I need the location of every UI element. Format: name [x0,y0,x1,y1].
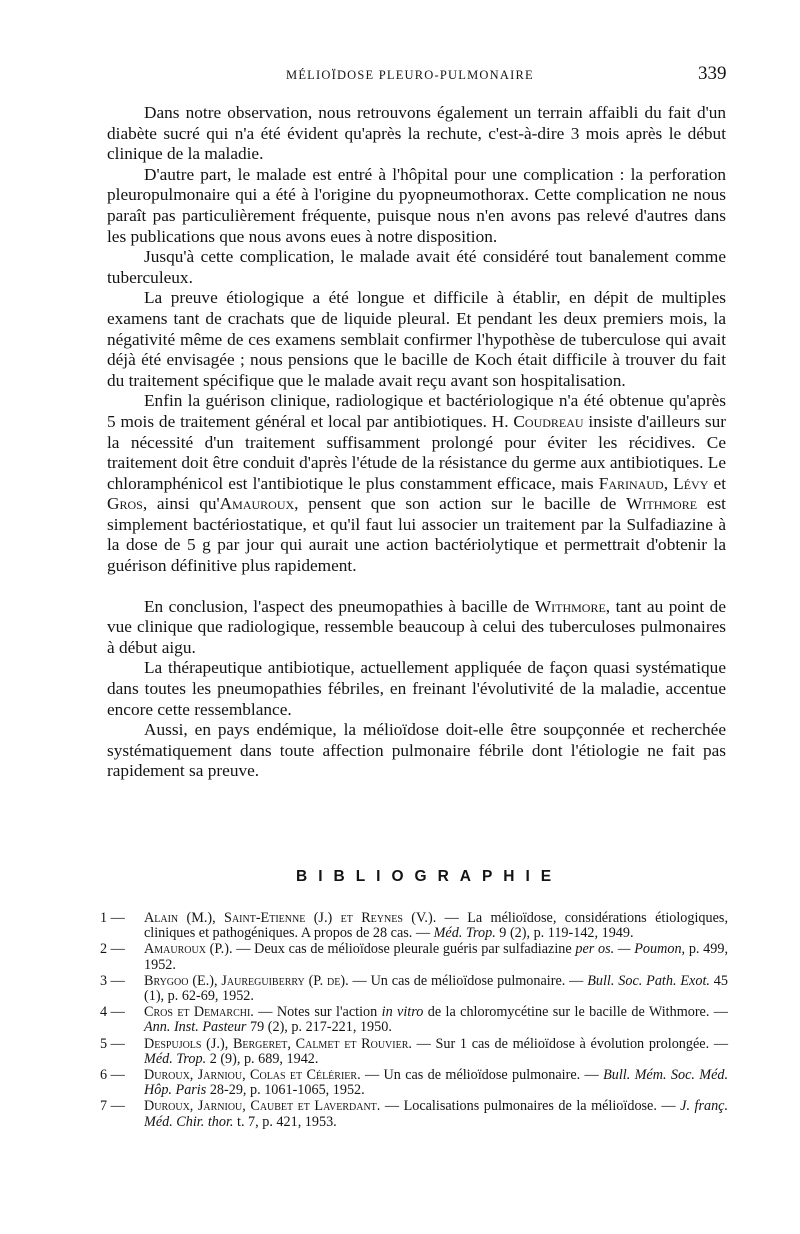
reference-text [144,974,728,1004]
bacillus-name: Withmore [626,494,698,514]
reference-authors: Despujols (J.), Bergeret, Calmet et Rouvier. [144,1035,412,1052]
reference-item [100,942,728,972]
reference-journal: Bull. Mém. Soc. Méd. Hôp. Paris [144,1067,729,1099]
reference-details: 9 (2), p. 119-142, 1949. [495,925,634,942]
text-run: , pensent que son action sur le bacille de [294,494,627,514]
reference-journal: J. franç. Méd. Chir. thor. [144,1098,729,1130]
reference-journal: Ann. Inst. Pasteur [144,1019,247,1036]
text-run: insiste d'ailleurs sur la nécessité d'un traitement suffisamment prolongé pour éviter les récidives. Ce traitement doit être conduit d'après l'étude de la résistance du germe aux antibiotiques. Le chloramphénicol est l'antibiotique le plus constamment efficace, mais [107,411,726,493]
paragraph: D'autre part, le malade est entré à l'hôpital pour une complication : la perforation pleuropulmonaire qui a été à l'origine du pyopneumothorax. Cette complication ne nous paraît pas particulièrement fréquente, puisque nous n'en avons pas relevé d'autres dans les publications que nous avons eues à notre disposition. [107,164,726,246]
bibliography-list [100,911,728,1131]
reference-title: — Localisations pulmonaires de la mélioïdose. — [380,1098,681,1115]
text-run: , tant au point de vue clinique que radiologique, ressemble beaucoup à celui des tuberculoses pulmonaires à début aigu. [107,596,726,657]
author-name: Farinaud [598,473,664,493]
reference-details: 2 (9), p. 689, 1942. [206,1050,319,1067]
reference-title: — Un cas de mélioïdose pulmonaire. — [360,1067,604,1084]
reference-item [100,1099,728,1129]
reference-number: 6 — [100,1067,125,1084]
text-run: est simplement bactériostatique, et qu'il faut lui associer un traitement par la Sulfadiazine à la dose de 5 g par jour qui aurait une action bactériolytique et permettrait d'obtenir la guérison définitive plus rapidement. [107,494,726,576]
text-run: et [708,473,727,493]
reference-title: — Deux cas de mélioïdose pleurale guéris par sulfadiazine [232,941,576,958]
reference-authors: Alain (M.), Saint-Etienne (J.) et Reynes (V.). [144,910,437,926]
reference-details: 45 (1), p. 62-69, 1952. [144,972,728,1005]
reference-emphasis: in vitro [381,1004,424,1021]
reference-details: 79 (2), p. 217-221, 1950. [246,1019,392,1036]
reference-item [100,1068,728,1098]
author-name: Coudreau [513,411,584,431]
reference-number: 5 — [100,1035,125,1052]
reference-details: 28-29, p. 1061-1065, 1952. [206,1082,365,1099]
text-run: , [663,473,674,493]
reference-title: — Notes sur l'action [253,1004,382,1021]
reference-title: — Sur 1 cas de mélioïdose à évolution prolongée. — [411,1035,729,1052]
reference-title: de la chloromycétine sur le bacille de Withmore. — [423,1004,728,1021]
bibliography-heading: BIBLIOGRAPHIE [296,868,563,885]
page-number: 339 [698,63,727,84]
reference-details: t. 7, p. 421, 1953. [233,1113,337,1130]
paragraph: Aussi, en pays endémique, la mélioïdose doit-elle être soupçonnée et recherchée systématiquement dans toute affection pulmonaire fébrile dont l'étiologie ne fait pas rapidement sa preuve. [107,720,726,781]
paragraph: La preuve étiologique a été longue et difficile à établir, en dépit de multiples examens tant de crachats que de liquide pleural. Et pendant les deux premiers mois, la négativité même de ces examens semblait confirmer l'hypothèse de tuberculose qui avait déjà été envisagée ; nous pensions que le bacille de Koch était difficile à trouver du fait du traitement spécifique que le malade avait reçu avant son hospitalisation. [107,288,726,390]
reference-number: 1 — [100,910,125,926]
reference-journal: Bull. Soc. Path. Exot. [587,972,710,989]
author-name: Amauroux [219,494,295,514]
text-run: , ainsi qu' [142,494,220,514]
bacillus-name: Withmore [534,596,606,616]
reference-authors: Duroux, Jarniou, Colas et Célérier. [144,1067,361,1084]
paragraph: Dans notre observation, nous retrouvons également un terrain affaibli du fait d'un diabète sucré qui n'a été évident qu'après la rechute, c'est-à-dire 3 mois après le début clinique de la maladie. [107,103,726,164]
reference-authors: Amauroux (P.). [144,941,233,958]
reference-authors: Brygoo (E.), Jaureguiberry (P. de). [144,972,349,989]
reference-item [100,911,728,941]
reference-text [144,1037,728,1067]
reference-text [144,942,728,972]
reference-number: 7 — [100,1098,125,1115]
reference-journal: Méd. Trop. [433,925,496,942]
reference-number: 2 — [100,941,125,958]
reference-title: — La mélioïdose, considérations étiologiques, cliniques et pathogéniques. A propos de 28 cas. — [144,910,728,942]
reference-journal: Méd. Trop. [144,1050,207,1067]
reference-item [100,1037,728,1067]
reference-number: 4 — [100,1004,125,1021]
paragraph: Jusqu'à cette complication, le malade avait été considéré tout banalement comme tuberculeux. [107,247,726,287]
text-run: En conclusion, l'aspect des pneumopathies à bacille de [144,596,535,616]
paragraph [107,391,726,576]
author-name: Lévy [673,473,709,493]
body-text [107,103,726,782]
reference-authors: Cros et Demarchi. [144,1004,254,1021]
reference-text [144,911,728,941]
reference-item [100,974,728,1004]
running-head: MÉLIOÏDOSE PLEURO-PULMONAIRE [286,68,534,82]
paragraph: La thérapeutique antibiotique, actuellement appliquée de façon quasi systématique dans toutes les pneumopathies fébriles, en freinant l'évolutivité de la maladie, accentue encore cette ressemblance. [107,658,726,719]
reference-details: p. 499, 1952. [144,941,729,973]
reference-text [144,1068,728,1098]
reference-item [100,1005,728,1035]
paragraph [107,597,726,659]
author-name: Gros [107,494,143,514]
reference-text [144,1005,728,1035]
reference-journal: per os. — Poumon, [575,941,686,958]
reference-authors: Duroux, Jarniou, Caubet et Laverdant. [144,1098,381,1115]
text-run: Enfin la guérison clinique, radiologique et bactériologique n'a été obtenue qu'après 5 mois de traitement général et local par antibiotiques. H. [107,391,726,431]
reference-text [144,1099,728,1129]
reference-number: 3 — [100,972,125,989]
reference-title: — Un cas de mélioïdose pulmonaire. — [348,972,588,989]
